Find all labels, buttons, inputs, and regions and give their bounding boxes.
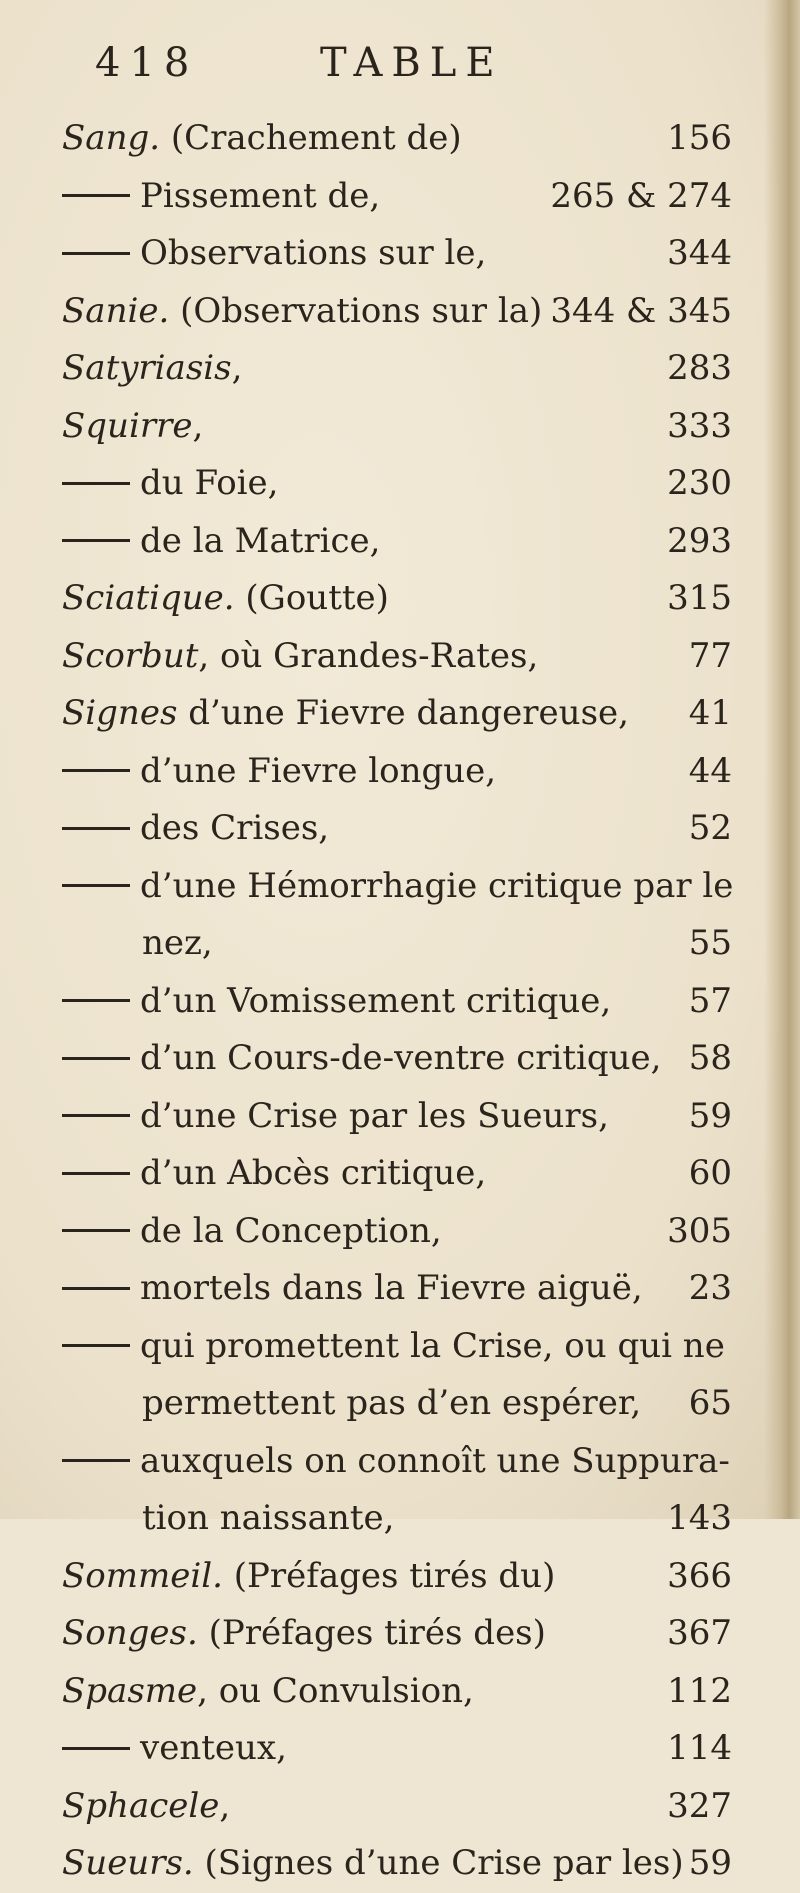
index-entry: [62, 513, 762, 571]
entry-page-ref: 305: [667, 1210, 732, 1251]
ditto-dash: [62, 1172, 130, 1175]
entry-page-ref: 57: [688, 980, 732, 1021]
index-entry: [62, 1720, 762, 1778]
index-entry: [62, 1605, 762, 1663]
index-entry: [62, 1260, 762, 1318]
entry-text: [62, 570, 389, 628]
ditto-dash: [62, 482, 130, 485]
entry-headword: Signes: [62, 693, 178, 733]
entry-page-ref: 344: [667, 233, 732, 273]
entry-text: [62, 225, 486, 283]
index-entry: [62, 1778, 762, 1836]
index-entry: [62, 570, 762, 628]
ditto-dash: [62, 1229, 130, 1232]
entry-description: (Préfages tirés des): [197, 1613, 546, 1653]
index-entry: [62, 1433, 762, 1491]
entry-text: [62, 1663, 474, 1721]
entry-description: du Foie,: [140, 463, 279, 503]
entry-description: Pissement de,: [140, 175, 381, 216]
entry-headword: Sommeil.: [62, 1555, 223, 1596]
entry-headword: Sanie.: [62, 290, 170, 331]
entry-page-ref: 52: [688, 808, 732, 848]
index-entry: [62, 1088, 762, 1146]
entry-text: [62, 1720, 287, 1778]
index-entry: [62, 1318, 762, 1376]
index-entry: [62, 800, 762, 858]
ditto-dash: [62, 1057, 130, 1060]
entry-description: (Signes d’une Crise par les): [193, 1843, 684, 1883]
entry-description: ,: [192, 405, 204, 446]
entry-text: [62, 1778, 230, 1836]
ditto-dash: [62, 1344, 130, 1347]
entry-text: [62, 283, 542, 341]
entry-text: [62, 1203, 442, 1261]
entry-description: qui promettent la Crise, ou qui ne: [140, 1325, 725, 1366]
ditto-dash: [62, 539, 130, 542]
entry-page-ref: 293: [667, 520, 732, 561]
entry-description: ,: [219, 1785, 231, 1826]
ditto-dash: [62, 999, 130, 1002]
entry-page-ref: 23: [688, 1268, 732, 1308]
index-entry: [62, 225, 762, 283]
entry-description: (Observations sur la): [169, 290, 543, 331]
entry-description: (Crachement de): [160, 118, 462, 158]
index-entry: [62, 628, 762, 686]
entry-page-ref: 112: [667, 1670, 732, 1711]
index-entry: [62, 1548, 762, 1606]
entry-text: [62, 685, 629, 743]
entry-text: [62, 1030, 662, 1088]
entry-description: Observations sur le,: [140, 233, 487, 273]
index-entry: [62, 398, 762, 456]
entry-description: d’un Cours-de-ventre critique,: [140, 1038, 662, 1078]
entry-page-ref: 44: [688, 750, 732, 791]
index-entry: [62, 858, 762, 916]
entry-text: [62, 1835, 684, 1893]
entry-text: [142, 915, 213, 973]
entry-page-ref: 41: [688, 693, 732, 733]
entry-page-ref: 65: [688, 1383, 732, 1423]
index-entry: [62, 340, 762, 398]
entry-description: nez,: [142, 923, 213, 963]
entry-page-ref: 60: [688, 1153, 732, 1193]
ditto-dash: [62, 1114, 130, 1117]
index-entry: [62, 1030, 762, 1088]
entry-description: d’une Crise par les Sueurs,: [140, 1095, 609, 1136]
entry-text: [62, 1088, 609, 1146]
entry-page-ref: 77: [688, 635, 732, 676]
index-entry: [62, 915, 762, 973]
entry-page-ref: 59: [688, 1843, 732, 1883]
entry-text: [142, 1375, 641, 1433]
entry-description: , ou Convulsion,: [197, 1670, 474, 1711]
page-edge: [764, 0, 800, 1519]
entry-page-ref: 230: [667, 463, 732, 503]
page-number: 418: [95, 40, 199, 86]
entry-text: [62, 1260, 643, 1318]
entry-page-ref: 143: [667, 1498, 732, 1538]
entry-description: tion naissante,: [142, 1498, 395, 1538]
entry-description: d’une Fievre dangereuse,: [177, 693, 629, 733]
entry-description: permettent pas d’en espérer,: [142, 1383, 642, 1423]
entry-headword: Sciatique.: [62, 578, 235, 618]
entry-description: d’une Fievre longue,: [140, 750, 497, 791]
entry-headword: Songes.: [62, 1613, 198, 1653]
running-head: TABLE: [320, 40, 504, 86]
entry-text: [62, 398, 203, 456]
index-entry: [62, 685, 762, 743]
entry-description: d’un Abcès critique,: [140, 1153, 487, 1193]
entry-headword: Squirre: [62, 405, 193, 446]
entry-text: [62, 1145, 486, 1203]
entry-text: [62, 1433, 730, 1491]
entry-page-ref: 366: [667, 1555, 732, 1596]
entry-text: [62, 628, 538, 686]
index-entry: [62, 1375, 762, 1433]
entry-text: [62, 455, 278, 513]
entry-text: [62, 973, 611, 1031]
entry-description: d’une Hémorrhagie critique par le: [140, 865, 734, 906]
entry-text: [62, 110, 462, 168]
entry-headword: Spasme: [62, 1670, 198, 1711]
entry-description: mortels dans la Fievre aiguë,: [140, 1268, 643, 1308]
index-entry: [62, 1663, 762, 1721]
entry-text: [62, 513, 381, 571]
entry-description: d’un Vomissement critique,: [140, 980, 612, 1021]
entry-page-ref: 333: [667, 405, 732, 446]
entry-text: [62, 340, 242, 398]
entry-description: auxquels on connoît une Suppura-: [140, 1440, 730, 1481]
entry-headword: Sueurs.: [62, 1843, 194, 1883]
index-entry: [62, 1145, 762, 1203]
page-header: [95, 40, 735, 100]
entry-text: [62, 1548, 555, 1606]
entry-description: de la Matrice,: [140, 520, 381, 561]
ditto-dash: [62, 769, 130, 772]
entry-page-ref: 283: [667, 348, 732, 388]
ditto-dash: [62, 252, 130, 255]
entry-page-ref: 156: [667, 118, 732, 158]
entry-page-ref: 367: [667, 1613, 732, 1653]
index-entry: [62, 1835, 762, 1893]
entry-description: des Crises,: [140, 808, 330, 848]
index-entries: [62, 110, 762, 1893]
ditto-dash: [62, 194, 130, 197]
entry-description: venteux,: [140, 1728, 287, 1768]
entry-description: de la Conception,: [140, 1210, 442, 1251]
entry-headword: Sang.: [62, 118, 161, 158]
index-entry: [62, 455, 762, 513]
index-entry: [62, 283, 762, 341]
entry-page-ref: 344 & 345: [550, 290, 732, 331]
entry-text: [62, 1605, 546, 1663]
index-entry: [62, 743, 762, 801]
ditto-dash: [62, 1459, 130, 1462]
ditto-dash: [62, 827, 130, 830]
entry-description: , où Grandes-Rates,: [198, 635, 539, 676]
entry-text: [62, 858, 733, 916]
entry-page-ref: 327: [667, 1785, 732, 1826]
entry-headword: Scorbut: [62, 635, 199, 676]
entry-headword: Sphacele: [62, 1785, 220, 1826]
ditto-dash: [62, 884, 130, 887]
entry-text: [62, 1318, 725, 1376]
entry-page-ref: 114: [667, 1728, 732, 1768]
entry-page-ref: 55: [688, 923, 732, 963]
entry-headword: Satyriasis: [62, 348, 232, 388]
entry-description: (Préfages tirés du): [222, 1555, 556, 1596]
index-entry: [62, 1203, 762, 1261]
entry-page-ref: 265 & 274: [550, 175, 732, 216]
entry-text: [62, 743, 496, 801]
entry-description: (Goutte): [234, 578, 389, 618]
entry-description: ,: [231, 348, 243, 388]
ditto-dash: [62, 1747, 130, 1750]
entry-text: [62, 800, 329, 858]
entry-page-ref: 58: [688, 1038, 732, 1078]
entry-text: [62, 168, 380, 226]
entry-page-ref: 59: [688, 1095, 732, 1136]
index-entry: [62, 110, 762, 168]
index-entry: [62, 973, 762, 1031]
ditto-dash: [62, 1287, 130, 1290]
index-entry: [62, 168, 762, 226]
entry-page-ref: 315: [667, 578, 732, 618]
